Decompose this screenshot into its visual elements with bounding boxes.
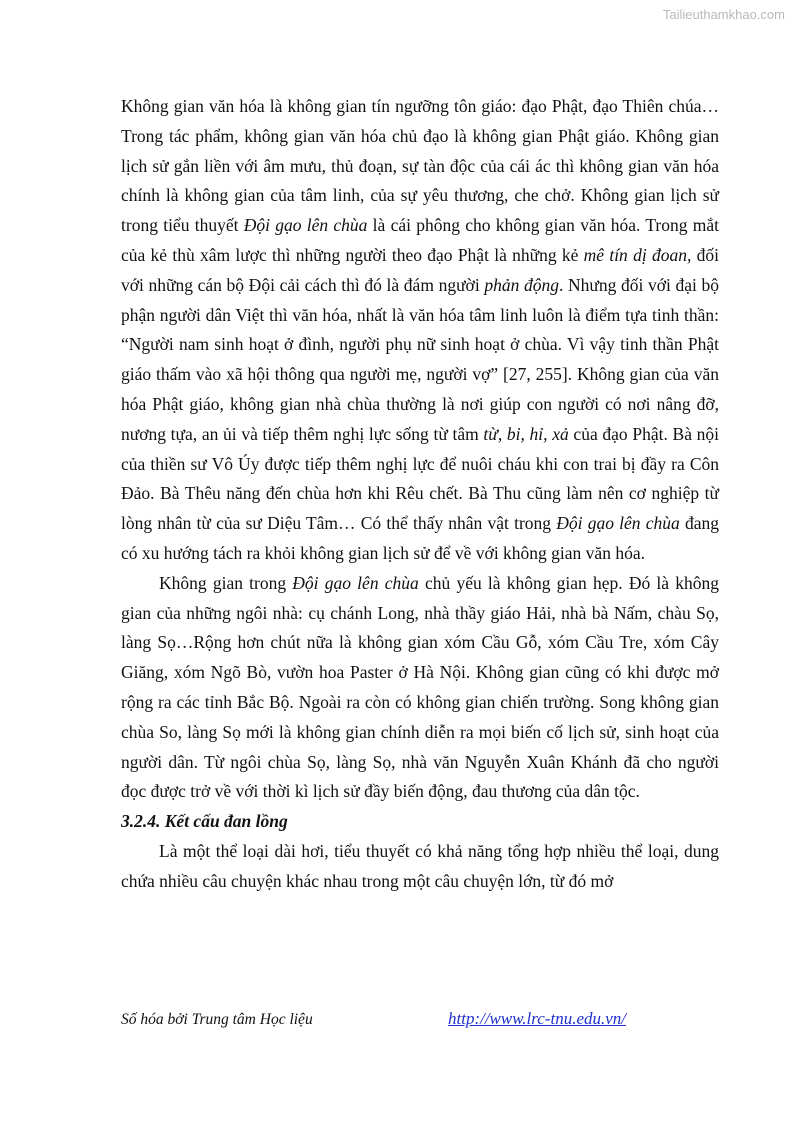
text-run: chủ yếu là không gian hẹp. Đó là không gian của những ngôi nhà: cụ chánh Long, nhà thầy giáo Hải, nhà bà Nấm, chàu Sọ, làng Sọ…Rộng hơn chút nữa là không gian xóm Cầu Gỗ, xóm Cầu Tre, xóm Cây Giăng, xóm Ngõ Bò, vườn hoa Paster ở Hà Nội. Không gian cũng có khi được mở rộng ra các tỉnh Bắc Bộ. Ngoài ra còn có không gian chiến trường. Song không gian chùa So, làng Sọ mới là không gian chính diễn ra mọi biến cố lịch sử, sinh hoạt của người dân. Từ ngôi chùa Sọ, làng Sọ, nhà văn Nguyễn Xuân Khánh đã cho người đọc được trở về với thời kì lịch sử đầy biến động, đau thương của dân tộc.	[121, 572, 719, 802]
italic-text: Đội gạo lên chùa	[556, 513, 680, 534]
italic-text: Đội gạo lên chùa	[292, 572, 419, 593]
footer-link[interactable]: http://www.lrc-tnu.edu.vn/	[448, 1009, 627, 1028]
text-run: là cái phông cho không gian văn hóa. Trong mắt của kẻ thù xâm lược thì những người theo đạo Phật là những kẻ	[121, 215, 719, 265]
italic-text: phản động	[484, 274, 559, 295]
paragraph	[121, 837, 719, 897]
paragraph	[121, 92, 719, 569]
footer-source-text: Số hóa bởi Trung tâm Học liệu	[121, 1011, 313, 1028]
text-run: đối với những cán bộ Đội cải cách thì đó là đám người	[121, 244, 719, 295]
watermark-text: Tailieuthamkhao.com	[662, 7, 785, 22]
text-run: Là một thể loại dài hơi, tiểu thuyết có khả năng tổng hợp nhiều thể loại, dung chứa nhiều câu chuyện khác nhau trong một câu chuyện lớn, từ đó mở	[121, 840, 719, 891]
paragraph	[121, 569, 719, 807]
text-run: Không gian văn hóa là không gian tín ngưỡng tôn giáo: đạo Phật, đạo Thiên chúa…Trong tác phẩm, không gian văn hóa chủ đạo là không gian Phật giáo. Không gian lịch sử gắn liền với âm mưu, thủ đoạn, sự tàn độc của cái ác thì không gian văn hóa chính là không gian của tâm linh, của sự yêu thương, che chở. Không gian lịch sử trong tiểu thuyết	[121, 96, 719, 236]
italic-text: mê tín dị đoan,	[583, 244, 692, 265]
italic-text: từ, bi, hỉ, xả	[483, 423, 569, 444]
text-run: đang có xu hướng tách ra khỏi không gian lịch sử để về với không gian văn hóa.	[121, 513, 719, 563]
section-heading: 3.2.4. Kết cấu đan lồng	[121, 811, 288, 832]
text-run: Không gian trong	[159, 572, 293, 593]
page-body	[121, 92, 719, 897]
text-run: của đạo Phật. Bà nội của thiền sư Vô Úy được tiếp thêm nghị lực để nuôi cháu khi con trai bị đầy ra Côn Đảo. Bà Thêu năng đến chùa hơn khi Rêu chết. Bà Thu cũng làm nên cơ nghiệp từ lòng nhân từ của sư Diệu Tâm… Có thể thấy nhân vật trong	[121, 423, 720, 534]
text-run: . Nhưng đối với đại bộ phận người dân Việt thì văn hóa, nhất là văn hóa tâm linh luôn là điểm tựa tinh thần: “Người nam sinh hoạt ở đình, người phụ nữ sinh hoạt ở chùa. Vì vậy tinh thần Phật giáo thấm vào xã hội thông qua người mẹ, người vợ” [27, 255]. Không gian của văn hóa Phật giáo, không gian nhà chùa thường là nơi giúp con người có nơi nâng đỡ, nương tựa, an ủi và tiếp thêm nghị lực sống từ tâm	[121, 274, 720, 444]
italic-text: Đội gạo lên chùa	[243, 215, 368, 236]
